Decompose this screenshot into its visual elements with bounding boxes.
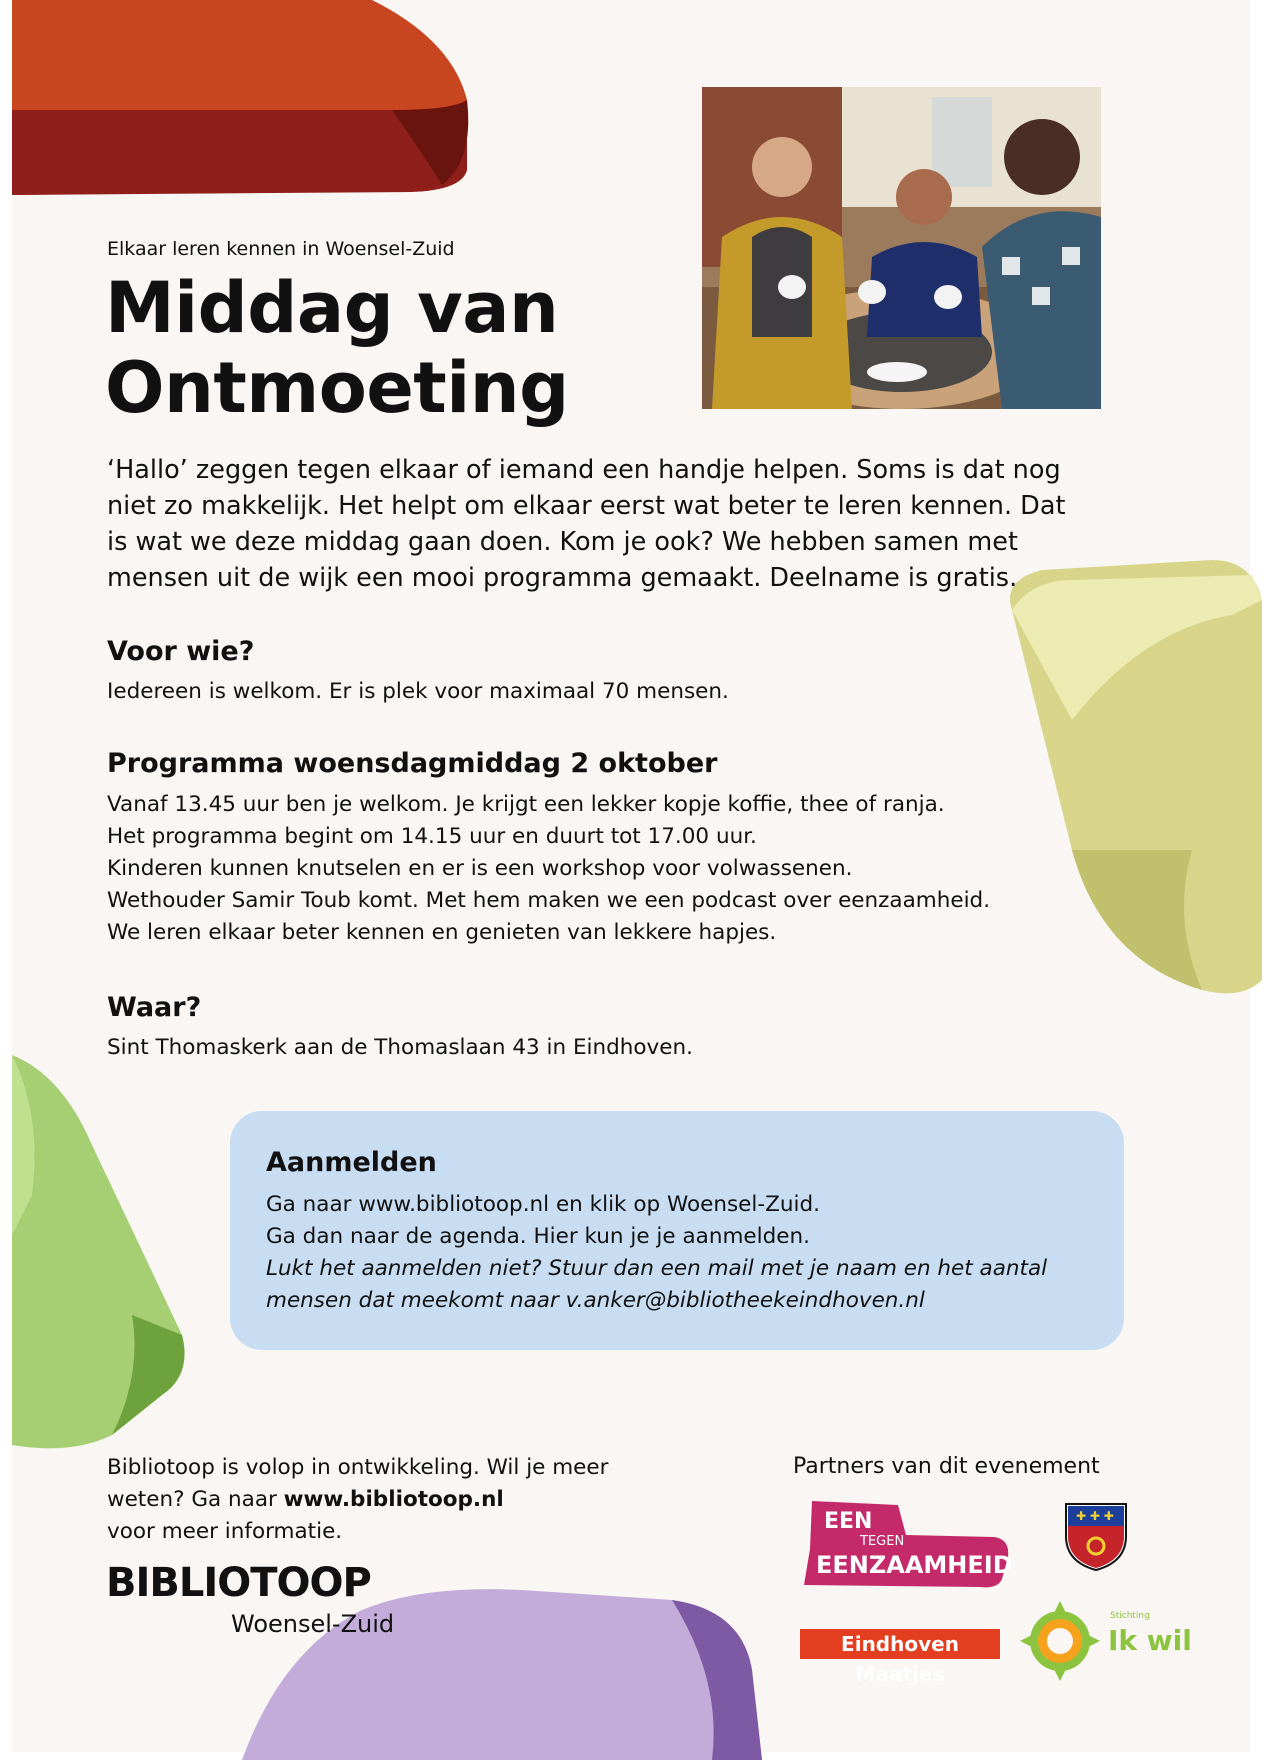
- registration-line: Ga dan naar de agenda. Hier kun je je aanmelden.: [266, 1224, 810, 1249]
- footer-website-link[interactable]: www.bibliotoop.nl: [283, 1487, 504, 1512]
- poster: [12, 0, 1250, 1752]
- programma-line: Wethouder Samir Toub komt. Met hem maken we een podcast over eenzaamheid.: [107, 888, 991, 913]
- registration-email-line[interactable]: mensen dat meekomt naar v.anker@bibliotheekeindhoven.nl: [266, 1288, 925, 1313]
- cafe-photo: [702, 87, 1101, 409]
- bibliotoop-logo-subtitle: Woensel-Zuid: [231, 1610, 395, 1638]
- section-heading-waar: Waar?: [107, 992, 202, 1023]
- section-text-waar: Sint Thomaskerk aan de Thomaslaan 43 in Eindhoven.: [107, 1035, 693, 1060]
- registration-box: [230, 1111, 1124, 1350]
- svg-text:✚ ✚ ✚: ✚ ✚ ✚: [1076, 1509, 1114, 1523]
- bibliotoop-logo: BIBLIOTOOP: [106, 1560, 371, 1606]
- een-logo-word-1: EEN: [824, 1509, 873, 1534]
- een-logo-word-2: TEGEN: [860, 1534, 905, 1549]
- section-text-programma: [107, 789, 1047, 949]
- footer-text-1: Bibliotoop is volop in ontwikkeling. Wil je meer weten? Ga naar: [107, 1455, 609, 1512]
- title-line-2: Ontmoeting: [105, 347, 569, 429]
- ikwil-label: Ik wil: [1108, 1624, 1192, 1657]
- coat-of-arms-logo: [1062, 1500, 1130, 1572]
- registration-heading: Aanmelden: [266, 1147, 437, 1178]
- programma-line: Vanaf 13.45 uur ben je welkom. Je krijgt een lekker kopje koffie, thee of ranja.: [107, 792, 945, 817]
- green-block-shape: [12, 1055, 202, 1455]
- een-logo-word-3: EENZAAMHEID: [816, 1551, 1013, 1579]
- registration-line: Ga naar www.bibliotoop.nl en klik op Woensel-Zuid.: [266, 1192, 820, 1217]
- section-heading-voor-wie: Voor wie?: [107, 636, 255, 667]
- page-title: [105, 268, 725, 428]
- registration-body: [266, 1189, 1047, 1317]
- programma-line: Kinderen kunnen knutselen en er is een workshop voor volwassenen.: [107, 856, 853, 881]
- programma-line: Het programma begint om 14.15 uur en duurt tot 17.00 uur.: [107, 824, 757, 849]
- footer-text-2: voor meer informatie.: [107, 1519, 343, 1544]
- programma-line: We leren elkaar beter kennen en genieten van lekkere hapjes.: [107, 920, 777, 945]
- section-text-voor-wie: Iedereen is welkom. Er is plek voor maximaal 70 mensen.: [107, 679, 729, 704]
- footer-info: [107, 1452, 627, 1548]
- red-block-shape: [12, 0, 482, 200]
- kicker-text: Elkaar leren kennen in Woensel-Zuid: [107, 238, 455, 260]
- section-heading-programma: Programma woensdagmiddag 2 oktober: [107, 748, 718, 779]
- registration-line: Lukt het aanmelden niet? Stuur dan een mail met je naam en het aantal: [266, 1256, 1048, 1281]
- stichting-ikwil-logo: [1022, 1596, 1192, 1686]
- purple-block-shape: [222, 1580, 762, 1760]
- intro-paragraph: ‘Hallo’ zeggen tegen elkaar of iemand een handje helpen. Soms is dat nog niet zo makkelijk. Het helpt om elkaar eerst wat beter te leren kennen. Dat is wat we deze middag gaan doen. Kom je ook? We hebben samen met mensen uit de wijk een mooi programma gemaakt. Deelname is gratis.: [107, 455, 1066, 593]
- ikwil-small-label: Stichting: [1110, 1611, 1150, 1621]
- partners-heading: Partners van dit evenement: [793, 1454, 1100, 1479]
- eindhoven-maatjes-logo: Eindhoven Maatjes: [800, 1629, 1000, 1659]
- een-tegen-eenzaamheid-logo: [794, 1495, 1024, 1591]
- title-line-1: Middag van: [105, 267, 559, 349]
